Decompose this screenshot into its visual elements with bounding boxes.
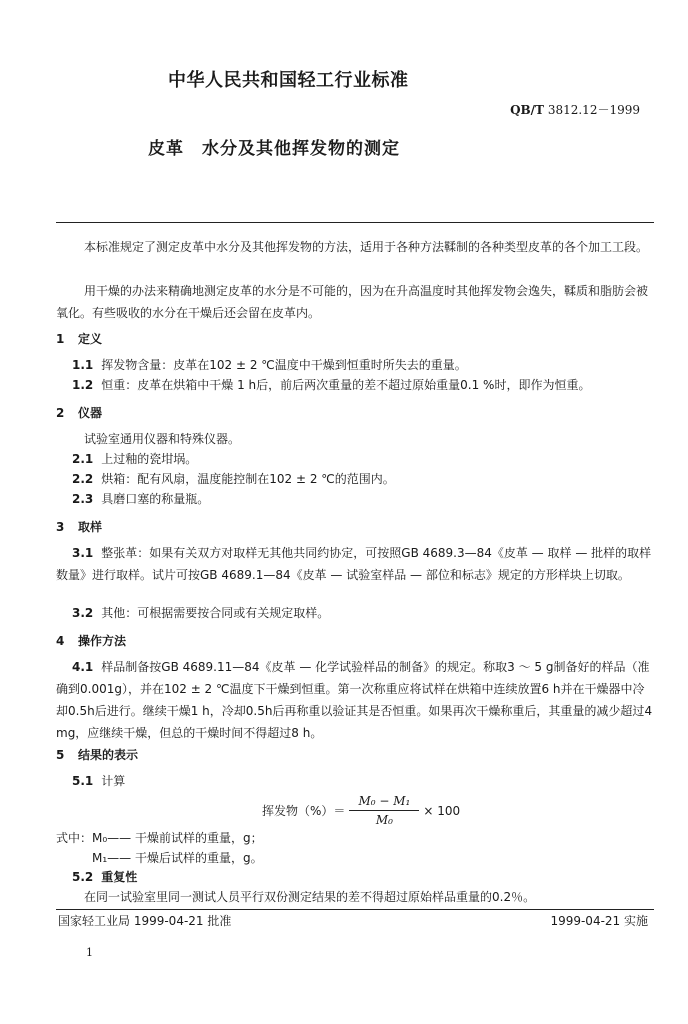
section-title: 操作方法 xyxy=(78,634,127,648)
clause-1-1 xyxy=(72,354,654,376)
section-3-heading xyxy=(56,518,102,535)
document-title: 皮革 水分及其他挥发物的测定 xyxy=(148,139,400,159)
clause-number: 1.2 xyxy=(72,378,94,392)
section-number: 5 xyxy=(56,748,65,762)
clause-2-1 xyxy=(72,448,654,470)
section-5-heading xyxy=(56,746,138,763)
section-title: 结果的表示 xyxy=(78,748,139,762)
approval-date: 国家轻工业局 1999-04-21 批准 xyxy=(58,914,232,928)
formula-numerator: M₀ − M₁ xyxy=(358,794,411,808)
footer-divider xyxy=(56,909,654,910)
clause-text: 具磨口塞的称量瓶。 xyxy=(101,492,210,506)
section-1-heading xyxy=(56,330,102,347)
where-m1: M₁—— 干燥后试样的重量，g。 xyxy=(92,851,263,865)
section-4-heading xyxy=(56,632,126,649)
section-number: 4 xyxy=(56,634,65,648)
section-title: 取样 xyxy=(78,520,103,534)
header-divider xyxy=(56,222,654,223)
page-number: 1 xyxy=(86,946,93,959)
clause-5-2 xyxy=(72,866,654,888)
clause-number: 3.2 xyxy=(72,606,94,620)
clause-2-3 xyxy=(72,488,654,510)
clause-3-1 xyxy=(56,542,654,586)
clause-text: 上过釉的瓷坩埚。 xyxy=(101,452,198,466)
clause-number: 1.1 xyxy=(72,358,94,372)
clause-number: 2.3 xyxy=(72,492,94,506)
effective-date: 1999-04-21 实施 xyxy=(550,914,648,928)
clause-text: 样品制备按GB 4689.11—84《皮革 — 化学试验样品的制备》的规定。称取3 ～ 5 g制备好的样品（准确到0.001g），并在102 ± 2 ℃温度下干燥到恒重。第一次称重应将试样在烘箱中连续放置6 h并在干燥器中冷却0.5h后进行。继续干燥1 h，冷却0.5h后再称重以验证其是否恒重。如果再次干燥称重后，其重量的减少超过4 mg，应继续干燥，但总的干燥时间不得超过8 h。 xyxy=(56,660,653,740)
section-2-heading xyxy=(56,404,102,421)
issuing-organization: 中华人民共和国轻工行业标准 xyxy=(168,70,409,91)
intro-paragraph-2: 用干燥的办法来精确地测定皮革的水分是不可能的，因为在升高温度时其他挥发物会逸失，鞣质和脂肪会被氧化。有些吸收的水分在干燥后还会留在皮革内。 xyxy=(56,284,649,320)
intro-paragraph-1: 本标准规定了测定皮革中水分及其他挥发物的方法，适用于各种方法鞣制的各种类型皮革的各个加工工段。 xyxy=(84,240,649,254)
formula-denominator: M₀ xyxy=(375,813,393,827)
section-number: 1 xyxy=(56,332,65,346)
section-2-intro: 试验室通用仪器和特殊仪器。 xyxy=(84,432,241,446)
clause-number: 3.1 xyxy=(72,546,94,560)
clause-title: 重复性 xyxy=(101,870,138,884)
clause-5-1 xyxy=(72,770,654,792)
formula-label: 挥发物（%）＝ xyxy=(262,804,346,818)
section-number: 3 xyxy=(56,520,65,534)
where-prefix: 式中： xyxy=(56,831,93,845)
clause-number: 5.2 xyxy=(72,870,94,884)
formula-where xyxy=(56,828,263,848)
formula-multiplier: × 100 xyxy=(423,803,461,818)
standard-code xyxy=(510,101,640,118)
clause-number: 4.1 xyxy=(72,660,94,674)
clause-text: 挥发物含量：皮革在102 ± 2 ℃温度中干燥到恒重时所失去的重量。 xyxy=(101,358,467,372)
clause-text: 其他：可根据需要按合同或有关规定取样。 xyxy=(101,606,330,620)
standard-code-prefix: QB/T xyxy=(510,103,544,117)
clause-1-2 xyxy=(72,374,654,396)
clause-3-2 xyxy=(72,602,654,624)
standard-code-number: 3812.12－1999 xyxy=(547,103,640,117)
clause-text: 整张革：如果有关双方对取样无其他共同约协定，可按照GB 4689.3—84《皮革 — 取样 — 批样的取样数量》进行取样。试片可按GB 4689.1—84《皮革 — 试验室样品 — 部位和标志》规定的方形样块上切取。 xyxy=(56,546,652,582)
fraction-bar xyxy=(349,810,419,811)
clause-number: 2.2 xyxy=(72,472,94,486)
clause-text: 烘箱：配有风扇，温度能控制在102 ± 2 ℃的范围内。 xyxy=(101,472,395,486)
clause-title: 计算 xyxy=(101,774,126,788)
repeatability-text: 在同一试验室里同一测试人员平行双份测定结果的差不得超过原始样品重量的0.2％。 xyxy=(84,890,536,904)
volatile-formula xyxy=(262,794,460,827)
formula-fraction xyxy=(349,794,419,827)
clause-number: 5.1 xyxy=(72,774,94,788)
section-title: 仪器 xyxy=(78,406,103,420)
where-m0: M₀—— 干燥前试样的重量，g； xyxy=(92,831,263,845)
clause-text: 恒重：皮革在烘箱中干燥 1 h后，前后两次重量的差不超过原始重量0.1 %时，即作为恒重。 xyxy=(101,378,591,392)
clause-number: 2.1 xyxy=(72,452,94,466)
section-title: 定义 xyxy=(78,332,103,346)
clause-4-1 xyxy=(56,656,654,744)
section-number: 2 xyxy=(56,406,65,420)
clause-2-2 xyxy=(72,468,654,490)
